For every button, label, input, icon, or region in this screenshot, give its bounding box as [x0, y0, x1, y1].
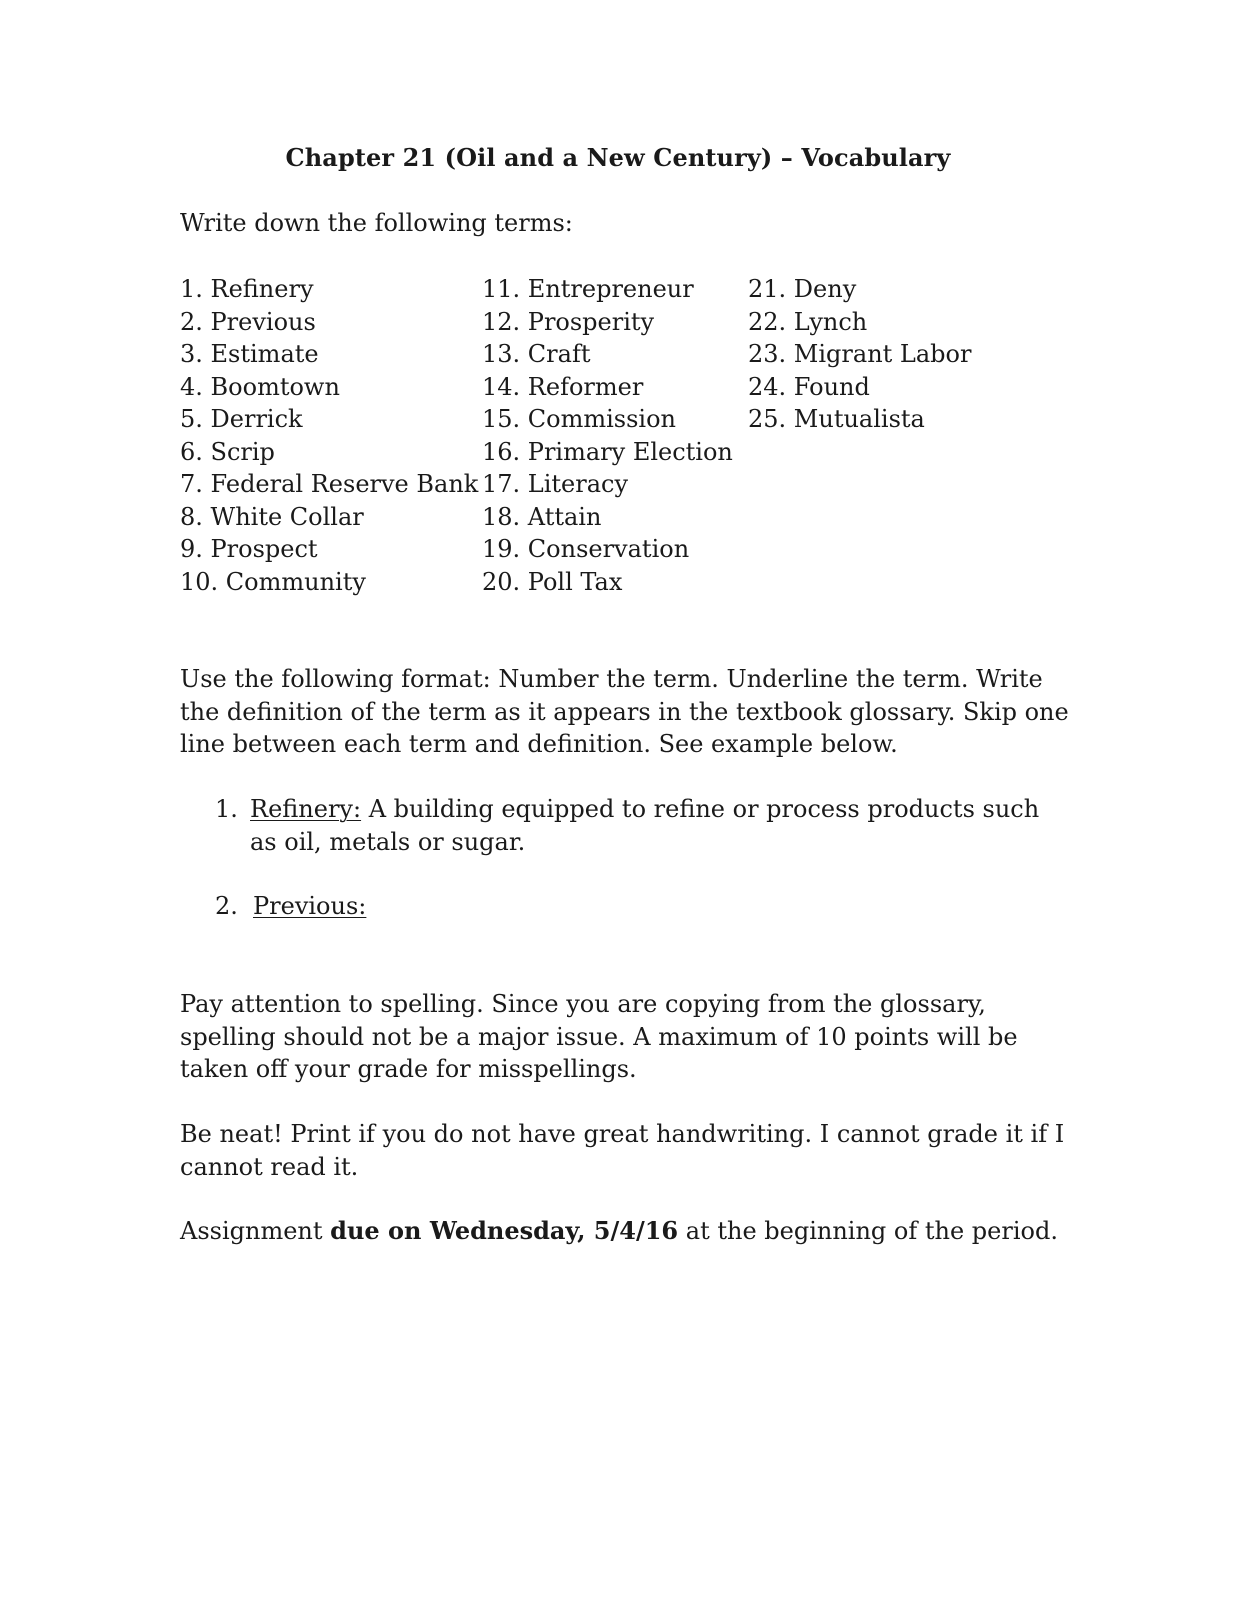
term-column-2	[482, 273, 733, 598]
term-item: 18. Attain	[482, 502, 602, 531]
page-title: Chapter 21 (Oil and a New Century) – Vocabulary	[285, 143, 951, 172]
example-body	[253, 890, 1043, 923]
term-item: 12. Prosperity	[482, 307, 655, 336]
text-line: taken off your grade for misspellings.	[180, 1055, 637, 1083]
text-line: Pay attention to spelling. Since you are copying from the glossary,	[180, 990, 986, 1018]
term-item: 6. Scrip	[180, 437, 275, 466]
text-line: the definition of the term as it appears in the textbook glossary. Skip one	[180, 697, 1069, 726]
term-item: 3. Estimate	[180, 340, 319, 368]
spelling-note	[180, 988, 1018, 1086]
format-instructions	[180, 663, 1069, 761]
example-term: Refinery:	[250, 795, 362, 823]
due-date-bold: due on Wednesday, 5/4/16	[330, 1216, 679, 1245]
example-definition: A building equipped to refine or process products such	[361, 795, 1040, 823]
example-term: Previous:	[253, 892, 367, 920]
term-item: 23. Migrant Labor	[748, 340, 972, 368]
term-item: 11. Entrepreneur	[482, 275, 694, 303]
term-item: 17. Literacy	[482, 470, 629, 498]
term-item: 13. Craft	[482, 340, 591, 368]
text-line: line between each term and definition. See example below.	[180, 730, 898, 758]
term-item: 21. Deny	[748, 275, 857, 303]
due-suffix: at the beginning of the period.	[678, 1217, 1058, 1245]
text-line: Use the following format: Number the term. Underline the term. Write	[180, 665, 1043, 693]
example-body	[250, 793, 1040, 858]
term-item: 8. White Collar	[180, 502, 364, 531]
intro-text: Write down the following terms:	[180, 209, 573, 237]
due-date-line	[180, 1215, 1058, 1248]
term-item: 22. Lynch	[748, 307, 868, 336]
term-item: 16. Primary Election	[482, 437, 733, 466]
term-item: 9. Prospect	[180, 535, 318, 563]
example-definition-cont: as oil, metals or sugar.	[250, 827, 526, 856]
term-item: 2. Previous	[180, 307, 316, 336]
term-item: 25. Mutualista	[748, 405, 925, 433]
term-item: 7. Federal Reserve Bank	[180, 470, 479, 498]
text-line: spelling should not be a major issue. A maximum of 10 points will be	[180, 1022, 1018, 1051]
term-item: 4. Boomtown	[180, 372, 340, 401]
term-item: 19. Conservation	[482, 535, 690, 563]
term-item: 24. Found	[748, 372, 870, 401]
example-number: 1.	[215, 795, 238, 823]
term-column-3	[748, 273, 971, 436]
term-item: 10. Community	[180, 567, 366, 596]
term-item: 14. Reformer	[482, 372, 644, 401]
term-item: 1. Refinery	[180, 275, 314, 303]
text-line: cannot read it.	[180, 1152, 359, 1181]
term-column-1	[180, 273, 478, 598]
term-item: 15. Commission	[482, 405, 677, 433]
neatness-note	[180, 1118, 1064, 1183]
due-prefix: Assignment	[180, 1217, 331, 1245]
term-item: 5. Derrick	[180, 405, 303, 433]
text-line: Be neat! Print if you do not have great handwriting. I cannot grade it if I	[180, 1120, 1065, 1148]
term-item: 20. Poll Tax	[482, 567, 623, 596]
example-number: 2.	[215, 892, 238, 920]
